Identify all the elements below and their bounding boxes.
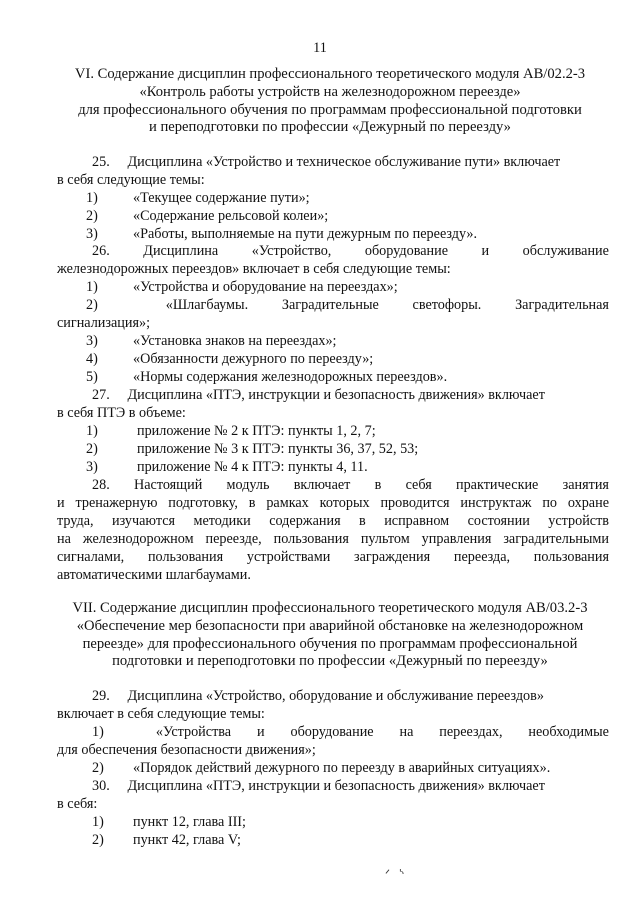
list-item-continuation: для обеспечения безопасности движения»; xyxy=(57,742,316,758)
list-item-continuation: сигнализация»; xyxy=(57,315,151,331)
list-item: приложение № 4 к ПТЭ: пункты 4, 11. xyxy=(137,459,368,475)
section-6-heading-line: VI. Содержание дисциплин профессионального теоретического модуля АВ/02.2-3 xyxy=(74,66,586,82)
list-number: 1) xyxy=(86,279,98,295)
word: «Устройства xyxy=(155,724,232,740)
list-number: 3) xyxy=(86,459,98,475)
list-item: приложение № 3 к ПТЭ: пункты 36, 37, 52, 53; xyxy=(137,441,419,457)
list-item: пункт 12, глава III; xyxy=(133,814,246,830)
list-number: 1) xyxy=(92,814,104,830)
section-7-heading xyxy=(50,600,610,671)
word: Дисциплина xyxy=(143,243,219,259)
list-item: «Содержание рельсовой колеи»; xyxy=(133,208,329,224)
list-item: пункт 42, глава V; xyxy=(133,832,241,848)
word: «Устройство, xyxy=(251,243,332,259)
word: оборудование xyxy=(364,243,448,259)
paragraph-28-line: труда, изучаются методики содержания в исправном состоянии устройств xyxy=(57,513,609,529)
word: занятия xyxy=(562,477,609,493)
paragraph-29-line: 29. Дисциплина «Устройство, оборудование и обслуживание переездов» xyxy=(92,688,544,704)
word: Заградительные xyxy=(281,297,379,313)
paragraph-28-line: сигналами, пользования устройствами заграждения переезда, пользования xyxy=(57,549,609,565)
list-item: «Обязанности дежурного по переезду»; xyxy=(133,351,374,367)
word: 28. xyxy=(92,477,110,493)
list-item: «Текущее содержание пути»; xyxy=(133,190,310,206)
word: 26. xyxy=(92,243,110,259)
section-6-heading-line: и переподготовки по профессии «Дежурный по переезду» xyxy=(149,119,511,136)
list-number: 4) xyxy=(86,351,98,367)
list-number: 2) xyxy=(86,441,98,457)
list-item: «Работы, выполняемые на пути дежурным по переезду». xyxy=(133,226,478,242)
word: в xyxy=(374,477,382,493)
list-number: 2) xyxy=(92,760,104,776)
word: переездах, xyxy=(439,724,503,740)
list-number: 2) xyxy=(92,832,104,848)
word: и xyxy=(481,243,490,259)
list-item: приложение № 2 к ПТЭ: пункты 1, 2, 7; xyxy=(137,423,376,439)
page-number: 11 xyxy=(313,40,327,56)
word: практические xyxy=(456,477,539,493)
word: модуль xyxy=(226,477,270,493)
list-item: «Нормы содержания железнодорожных переездов». xyxy=(133,369,448,385)
word: необходимые xyxy=(528,724,609,740)
list-number: 1) xyxy=(92,724,104,740)
paragraph-25-line: 25. Дисциплина «Устройство и техническое обслуживание пути» включает xyxy=(92,154,561,170)
word: на xyxy=(399,724,414,740)
list-number: 2) xyxy=(86,297,98,313)
paragraph-30-line: в себя: xyxy=(57,796,98,812)
section-7-heading-line: «Обеспечение мер безопасности при аварийной обстановке на железнодорожном xyxy=(76,617,584,634)
list-number: 3) xyxy=(86,226,98,242)
list-number: 3) xyxy=(86,333,98,349)
word: включает xyxy=(293,477,351,493)
word: себя xyxy=(405,477,432,493)
list-item: «Устройства и оборудование на переездах»; xyxy=(133,279,398,295)
handwritten-mark: ᐟ ᔅ xyxy=(385,867,408,881)
paragraph-27-line: 27. Дисциплина «ПТЭ, инструкции и безопасность движения» включает xyxy=(92,387,545,403)
paragraph-30-line: 30. Дисциплина «ПТЭ, инструкции и безопасность движения» включает xyxy=(92,778,545,794)
word: обслуживание xyxy=(522,243,609,259)
word: светофоры. xyxy=(412,297,482,313)
section-6-heading-line: «Контроль работы устройств на железнодорожном переезде» xyxy=(139,83,521,100)
word: «Шлагбаумы. xyxy=(165,297,249,313)
paragraph-28-line xyxy=(92,477,609,495)
word: и xyxy=(256,724,265,740)
word: оборудование xyxy=(290,724,374,740)
list-number: 1) xyxy=(86,423,98,439)
paragraph-28-line: и тренажерную подготовку, в рамках которых проводится инструктаж по охране xyxy=(57,495,609,511)
section-6-heading xyxy=(50,66,610,137)
list-item: «Установка знаков на переездах»; xyxy=(133,333,337,349)
section-6-heading-line: для профессионального обучения по программам профессиональной подготовки xyxy=(78,101,582,118)
paragraph-29-line: включает в себя следующие темы: xyxy=(57,706,265,722)
paragraph-26-line xyxy=(92,243,609,261)
word: Заградительная xyxy=(515,297,609,313)
list-number: 2) xyxy=(86,208,98,224)
paragraph-27-line: в себя ПТЭ в объеме: xyxy=(57,405,186,421)
list-item xyxy=(86,297,609,315)
paragraph-28-line: на железнодорожном переезде, пользования пультом управления заградительными xyxy=(57,531,609,547)
word: Настоящий xyxy=(133,477,203,493)
section-7-heading-line: переезде» для профессионального обучения по программам профессиональной xyxy=(82,635,578,652)
paragraph-26-line: железнодорожных переездов» включает в себя следующие темы: xyxy=(57,261,451,277)
list-number: 1) xyxy=(86,190,98,206)
paragraph-25-line: в себя следующие темы: xyxy=(57,172,205,188)
section-7-heading-line: подготовки и переподготовки по профессии «Дежурный по переезду» xyxy=(112,653,548,670)
list-item: «Порядок действий дежурного по переезду в аварийных ситуациях». xyxy=(133,760,551,776)
section-7-heading-line: VII. Содержание дисциплин профессионального теоретического модуля АВ/03.2-3 xyxy=(72,600,588,616)
list-number: 5) xyxy=(86,369,98,385)
list-item xyxy=(92,724,609,742)
paragraph-28-line: автоматическими шлагбаумами. xyxy=(57,567,251,583)
